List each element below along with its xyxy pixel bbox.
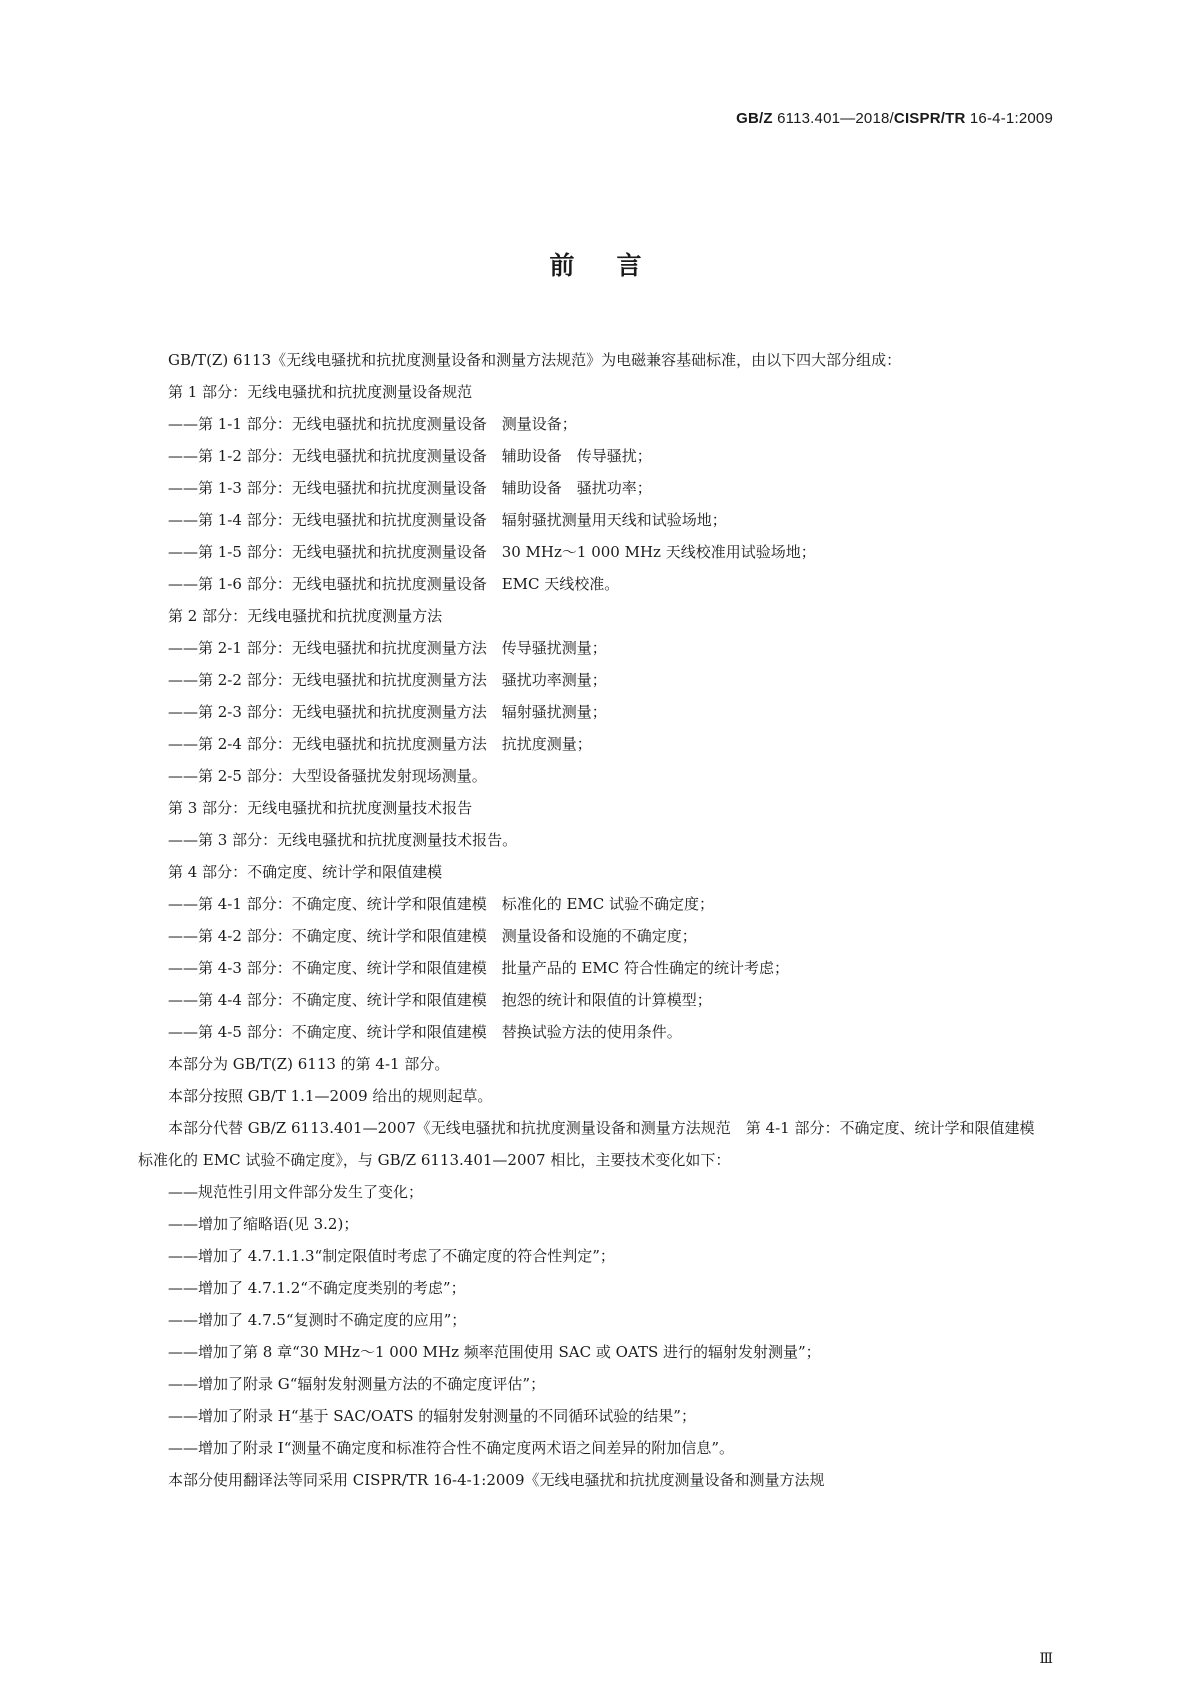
list-item: ——第 2-2 部分：无线电骚扰和抗扰度测量方法 骚扰功率测量； [168,671,607,689]
list-item: ——第 4-2 部分：不确定度、统计学和限值建模 测量设备和设施的不确定度； [168,927,697,945]
list-item: ——第 1-1 部分：无线电骚扰和抗扰度测量设备 测量设备； [168,415,577,433]
code-prefix: GB/Z [736,110,773,127]
list-item: ——第 1-3 部分：无线电骚扰和抗扰度测量设备 辅助设备 骚扰功率； [168,479,652,497]
list-item: 第 1 部分：无线电骚扰和抗扰度测量设备规范 [168,383,473,401]
list-item: ——第 1-6 部分：无线电骚扰和抗扰度测量设备 EMC 天线校准。 [168,575,620,593]
list-item: ——第 1-4 部分：无线电骚扰和抗扰度测量设备 辐射骚扰测量用天线和试验场地； [168,511,727,529]
change-item: ——增加了缩略语(见 3.2)； [168,1215,359,1233]
list-item: ——第 1-5 部分：无线电骚扰和抗扰度测量设备 30 MHz～1 000 MHz 天线校准用试验场地； [168,543,816,561]
list-item: ——第 2-5 部分：大型设备骚扰发射现场测量。 [168,767,487,785]
replace-paragraph: 本部分代替 GB/Z 6113.401—2007《无线电骚扰和抗扰度测量设备和测量方法规范 第 4-1 部分：不确定度、统计学和限值建模 标准化的 EMC 试验不确定度》，与 GB/Z 6113.401—2007 相比，主要技术变化如下： [138,1119,1050,1169]
change-item: ——规范性引用文件部分发生了变化； [168,1183,424,1201]
change-item: ——增加了 4.7.5“复测时不确定度的应用”； [168,1311,467,1329]
list-item: 第 4 部分：不确定度、统计学和限值建模 [168,863,443,881]
page-title: 前言 [549,251,684,280]
list-item: 第 3 部分：无线电骚扰和抗扰度测量技术报告 [168,799,473,817]
change-item: ——增加了 4.7.1.1.3“制定限值时考虑了不确定度的符合性判定”； [168,1247,615,1265]
code-cispr: CISPR/TR [893,110,966,127]
foreword-body [138,344,1053,1496]
list-item: ——第 2-4 部分：无线电骚扰和抗扰度测量方法 抗扰度测量； [168,735,592,753]
list-item: ——第 4-3 部分：不确定度、统计学和限值建模 批量产品的 EMC 符合性确定的统计考虑； [168,959,790,977]
list-item: 本部分为 GB/T(Z) 6113 的第 4-1 部分。 [168,1055,450,1073]
list-item: 本部分按照 GB/T 1.1—2009 给出的规则起草。 [168,1087,493,1105]
list-item: ——第 3 部分：无线电骚扰和抗扰度测量技术报告。 [168,831,518,849]
page-number: Ⅲ [1039,1651,1053,1667]
list-item: ——第 2-1 部分：无线电骚扰和抗扰度测量方法 传导骚扰测量； [168,639,607,657]
list-item: ——第 4-1 部分：不确定度、统计学和限值建模 标准化的 EMC 试验不确定度； [168,895,715,913]
change-item: ——增加了附录 H“基于 SAC/OATS 的辐射发射测量的不同循环试验的结果”； [168,1407,696,1425]
list-item: ——第 4-4 部分：不确定度、统计学和限值建模 抱怨的统计和限值的计算模型； [168,991,712,1009]
code-cispr-number: 16-4-1:2009 [969,110,1053,127]
code-number: 6113.401—2018/ [777,110,894,127]
list-item: ——第 1-2 部分：无线电骚扰和抗扰度测量设备 辅助设备 传导骚扰； [168,447,652,465]
list-item: 第 2 部分：无线电骚扰和抗扰度测量方法 [168,607,443,625]
list-item: ——第 4-5 部分：不确定度、统计学和限值建模 替换试验方法的使用条件。 [168,1023,682,1041]
change-item: ——增加了附录 G“辐射发射测量方法的不确定度评估”； [168,1375,546,1393]
change-item: ——增加了第 8 章“30 MHz～1 000 MHz 频率范围使用 SAC 或 OATS 进行的辐射发射测量”； [168,1343,821,1361]
last-line: 本部分使用翻译法等同采用 CISPR/TR 16-4-1:2009《无线电骚扰和抗扰度测量设备和测量方法规 [168,1471,825,1489]
change-item: ——增加了附录 I“测量不确定度和标准符合性不确定度两术语之间差异的附加信息”。 [168,1439,735,1457]
document-code-header [736,110,1053,127]
change-item: ——增加了 4.7.1.2“不确定度类别的考虑”； [168,1279,466,1297]
intro-paragraph: GB/T(Z) 6113《无线电骚扰和抗扰度测量设备和测量方法规范》为电磁兼容基础标准，由以下四大部分组成： [168,351,902,369]
list-item: ——第 2-3 部分：无线电骚扰和抗扰度测量方法 辐射骚扰测量； [168,703,607,721]
